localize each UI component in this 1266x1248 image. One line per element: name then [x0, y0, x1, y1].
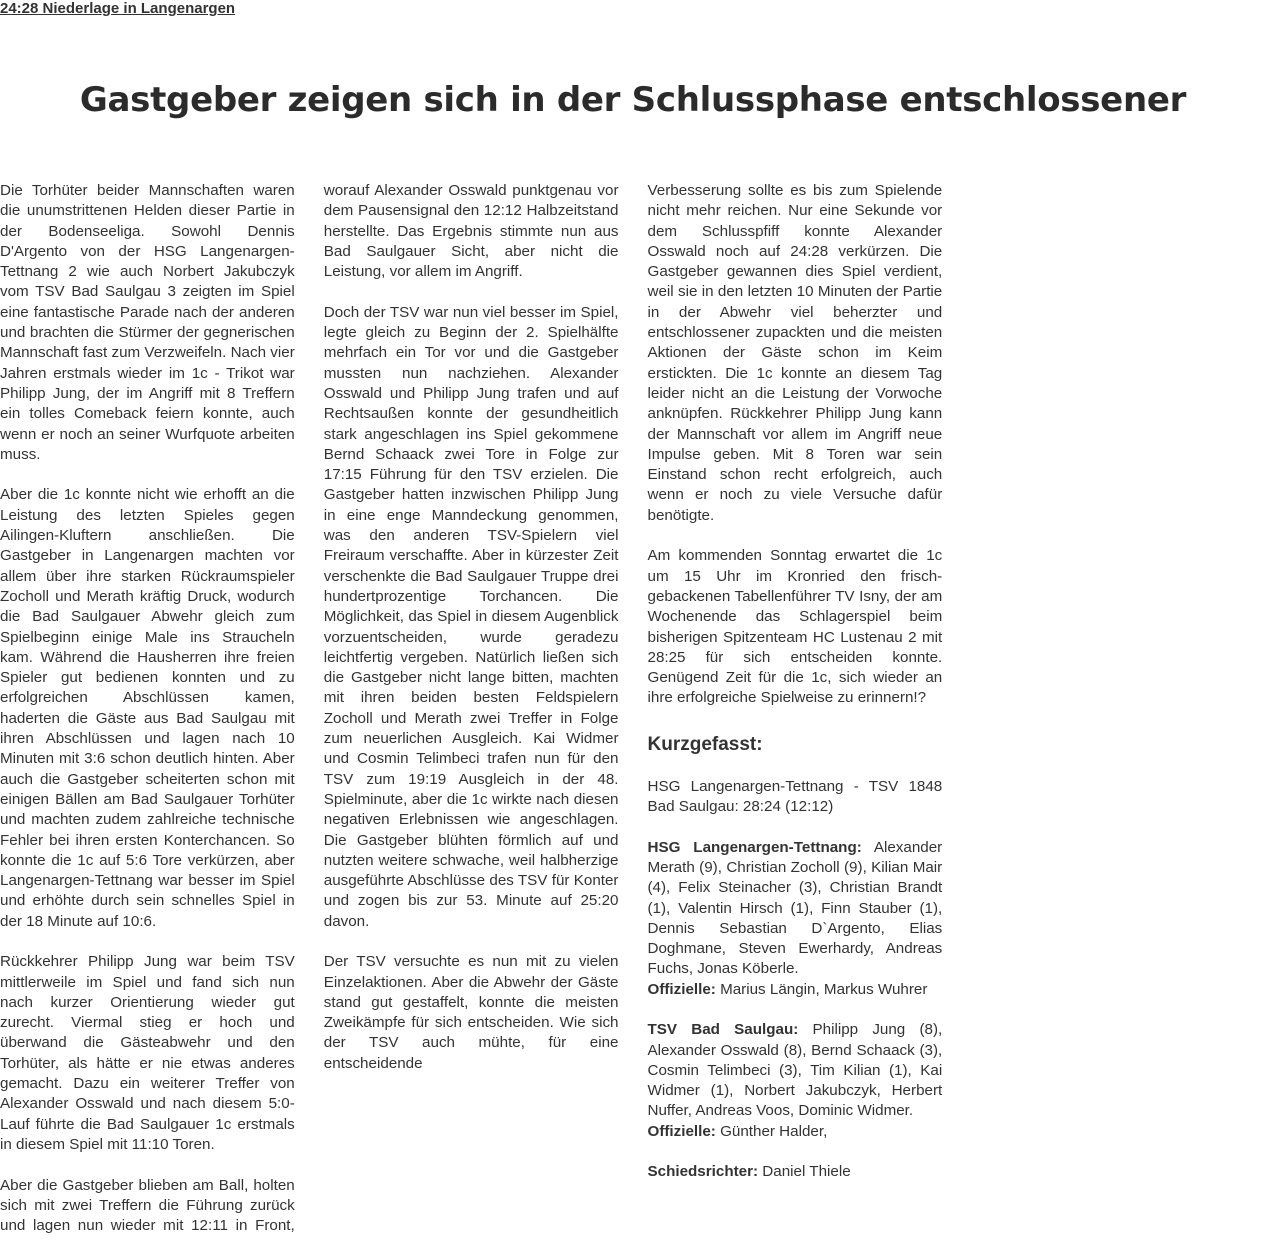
summary-result: HSG Langenargen-Tettnang - TSV 1848 Bad Saulgau: 28:24 (12:12) [647, 777, 943, 816]
away-team-players: Philipp Jung (8), Alexander Osswald (8), Bernd Schaack (3), Cosmin Telimbeci (3), Tim Kilian (1), Kai Widmer (1), Norbert Jakubczyk, Herbert Nuffer, Andreas Voos, Dominic Widmer. [647, 1021, 943, 1120]
summary-referee [648, 1162, 943, 1182]
home-team-label: HSG Langenargen-Tettnang: [647, 838, 862, 856]
summary-home-team [648, 838, 943, 1000]
paragraph: Der TSV versuchte es nun mit zu vielen Einzelaktionen. Aber die Abwehr der Gäste stand gut gestaffelt, konnte die meisten Zweikämpfe für sich entscheiden. Wie sich der TSV auch mühte, für eine entscheidende [323, 953, 619, 1072]
away-team-label: TSV Bad Saulgau: [647, 1021, 799, 1039]
home-team-players: Alexander Merath (9), Christian Zocholl (9), Kilian Mair (4), Felix Steinacher (3), Christian Brandt (1), Valentin Hirsch (1), Finn Stauber (1), Dennis Sebastian D`Argento, Elias Doghmane, Steven Ewerhardy, Andreas Fuchs, Jonas Köberle. [647, 838, 943, 978]
paragraph: Aber die Gastgeber blieben am Ball, holten sich mit zwei Treffern die Führung zurück und lagen nun wieder mit 12:11 in Front, worauf Alexander Osswald punktgenau vor dem Pausensignal den 12:12 Halbzeitstand herstellte. Das Ergebnis stimmte nun aus Bad Saulgauer Sicht, aber nicht die Leistung, vor allem im Angriff. [0, 182, 619, 1235]
away-officials: Günther Halder, [715, 1122, 828, 1140]
article-kicker-link[interactable]: 24:28 Niederlage in Langenargen [0, 0, 236, 17]
paragraph: Aber die 1c konnte nicht wie erhofft an die Leistung des letzten Spieles gegen Ailingen-Kluftern anschließen. Die Gastgeber in Langenargen machten vor allem über ihre starken Rückraumspieler Zocholl und Merath kräftig Druck, wodurch die Bad Saulgauer Abwehr gleich zum Spielbeginn einige Male ins Straucheln kam. Während die Hausherren ihre freien Spieler gut bedienen konnten und zu erfolgreichen Abschlüssen kamen, haderten die Gäste aus Bad Saulgau mit ihren Abschlüssen und lagen nach 10 Minuten mit 3:6 schon deutlich hinten. Aber auch die Gastgeber scheiterten schon mit einigen Bällen am Bad Saulgauer Torhüter und machten zudem zahlreiche technische Fehler bei ihren ersten Konterchancen. So konnte die 1c auf 5:6 Tore verkürzen, aber Langenargen-Tettnang war besser im Spiel und erhöhte durch sein schnelles Spiel in der 18 Minute auf 10:6. [0, 486, 295, 930]
referee-label: Schiedsrichter: [647, 1163, 759, 1181]
home-officials: Marius Längin, Markus Wuhrer [715, 980, 928, 998]
referee-name: Daniel Thiele [758, 1163, 851, 1181]
home-officials-label: Offizielle: [647, 980, 716, 998]
article-body [0, 181, 1266, 1248]
summary-heading: Kurzgefasst: [647, 733, 763, 755]
summary-away-team [648, 1020, 943, 1142]
paragraph: Am kommenden Sonntag erwartet die 1c um 15 Uhr im Kronried den frisch-gebackenen Tabellenführer TV Isny, der am Wochenende das Schlagerspiel beim bisherigen Spitzenteam HC Lustenau 2 mit 28:25 für sich entscheiden konnte. Genügend Zeit für die 1c, sich wieder an ihre erfolgreiche Spielweise zu erinnern!? [647, 547, 943, 707]
paragraph: Rückkehrer Philipp Jung war beim TSV mittlerweile im Spiel und fand sich nun nach kurzer Orientierung wieder gut zurecht. Viermal stieg er hoch und überwand die Gästeabwehr und den Torhüter, als hätte er nie etwas anderes gemacht. Dazu ein weiterer Treffer von Alexander Osswald und nach diesem 5:0-Lauf führte die Bad Saulgauer 1c erstmals in diesem Spiel mit 11:10 Toren. [0, 953, 295, 1153]
paragraph: Verbesserung sollte es bis zum Spielende nicht mehr reichen. Nur eine Sekunde vor dem Schlusspfiff konnte Alexander Osswald noch auf 24:28 verkürzen. Die Gastgeber gewannen dies Spiel verdient, weil sie in den letzten 10 Minuten der Partie in der Abwehr viel beherzter und entschlossener zupackten und die meisten Aktionen der Gäste schon im Keim erstickten. Die 1c konnte an diesem Tag leider nicht an die Leistung der Vorwoche anknüpfen. Rückkehrer Philipp Jung kann der Mannschaft vor allem im Angriff neue Impulse geben. Mit 8 Toren war sein Einstand schon recht erfolgreich, auch wenn er noch zu viele Versuche dafür benötigte. [647, 182, 943, 524]
paragraph: Die Torhüter beider Mannschaften waren die unumstrittenen Helden dieser Partie in der Bodenseeliga. Sowohl Dennis D'Argento von der HSG Langenargen-Tettnang 2 wie auch Norbert Jakubczyk vom TSV Bad Saulgau 3 zeigten im Spiel eine fantastische Parade nach der anderen und brachten die Stürmer der gegnerischen Mannschaft fast zum Verzweifeln. Nach vier Jahren erstmals wieder im 1c - Trikot war Philipp Jung, der im Angriff mit 8 Treffern ein tolles Comeback feiern konnte, auch wenn er noch an seiner Wurfquote arbeiten muss. [0, 182, 295, 463]
away-officials-label: Offizielle: [647, 1122, 716, 1140]
paragraph: Doch der TSV war nun viel besser im Spiel, legte gleich zu Beginn der 2. Spielhälfte mehrfach ein Tor vor und die Gastgeber mussten nun nachziehen. Alexander Osswald und Philipp Jung trafen und auf Rechtsaußen konnte der gesundheitlich stark angeschlagen ins Spiel gekommene Bernd Schaack zwei Tore in Folge zur 17:15 Führung für den TSV erzielen. Die Gastgeber hatten inzwischen Philipp Jung in eine enge Manndeckung genommen, was den anderen TSV-Spielern viel Freiraum verschaffte. Aber in kürzester Zeit verschenkte die Bad Saulgauer Truppe drei hundertprozentige Torchancen. Die Möglichkeit, das Spiel in diesem Augenblick vorzuentscheiden, wurde geradezu leichtfertig vergeben. Natürlich ließen sich die Gastgeber nicht lange bitten, machten mit ihren beiden besten Feldspielern Zocholl und Merath zwei Treffer in Folge zum neuerlichen Ausgleich. Kai Widmer und Cosmin Telimbeci trafen nun für den TSV zum 19:19 Ausgleich in der 48. Spielminute, aber die 1c wirkte nach diesen negativen Erlebnissen wie angeschlagen. Die Gastgeber blühten förmlich auf und nutzten weitere schwache, weil halbherzige ausgeführte Abschlüsse des TSV für Konter und zogen bis zur 53. Minute auf 25:20 davon. [323, 303, 619, 930]
article-headline: Gastgeber zeigen sich in der Schlussphase entschlossener [79, 80, 1187, 120]
